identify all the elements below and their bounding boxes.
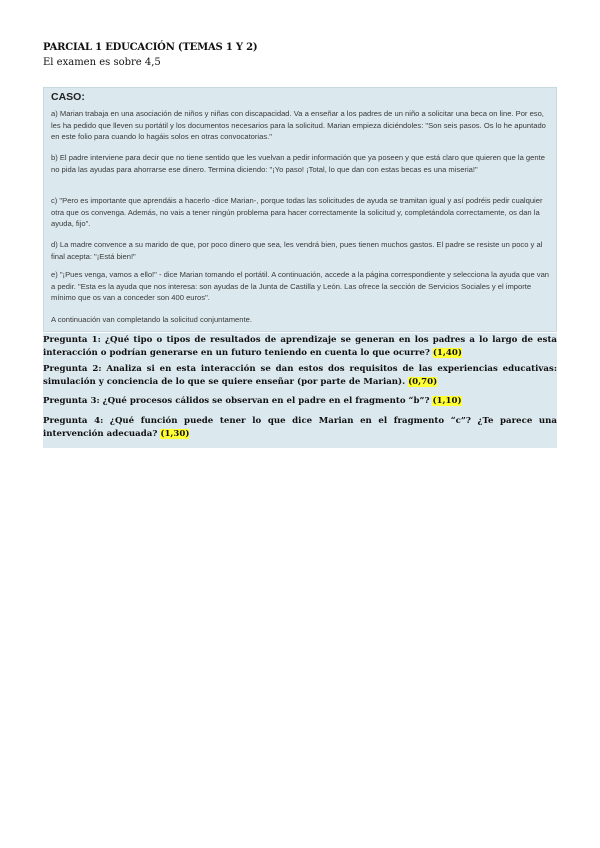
case-box [43, 87, 557, 332]
case-heading: CASO: [51, 91, 85, 103]
question-4 [43, 415, 557, 441]
question-2 [43, 363, 557, 389]
case-paragraph-e: e) "¡Pues venga, vamos a ello!" - dice Marian tomando el portátil. A continuación, accede a la página correspondiente y selecciona la ayuda que van a pedir. "Esta es la ayuda que nos interesa: son ayudas de la Junta de Castilla y León. Las ofrece la sección de Servicios Sociales y el importe mínimo que os van a conceder son 400 euros". [51, 270, 550, 302]
question-text: Pregunta 2: Analiza si en esta interacción se dan estos dos requisitos de las experiencias educativas: simulación y conciencia de lo que se quiere enseñar (por parte de Marian). [43, 364, 557, 387]
question-score: (1,30) [160, 429, 190, 439]
case-paragraph-d: d) La madre convence a su marido de que, por poco dinero que sea, les vendrá bien, pues tienen muchos gastos. El padre se resiste un poco y al final acepta: "¡Está bien!" [51, 240, 543, 261]
case-paragraph-closing: A continuación van completando la solicitud conjuntamente. [51, 315, 252, 324]
question-text: Pregunta 3: ¿Qué procesos cálidos se observan en el padre en el fragmento “b”? [43, 396, 430, 406]
question-score: (1,10) [432, 396, 462, 406]
case-paragraph-a: a) Marian trabaja en una asociación de niños y niñas con discapacidad. Va a enseñar a los padres de un niño a solicitar una beca on line. Por eso, les ha pedido que lleven su portátil y los documentos necesarios para la solicitud. Marian empieza diciéndoles: "Son seis pasos. Os lo he apuntado en este folio para cuando lo hagáis solos en otras convocatorias." [51, 109, 546, 141]
exam-title: PARCIAL 1 EDUCACIÓN (TEMAS 1 Y 2) [43, 42, 258, 53]
question-3 [43, 395, 557, 408]
question-text: Pregunta 4: ¿Qué función puede tener lo que dice Marian en el fragmento “c”? ¿Te parece una intervención adecuada? [43, 416, 557, 439]
questions-block [43, 333, 557, 448]
case-paragraph-b: b) El padre interviene para decir que no tiene sentido que les vuelvan a pedir información que ya poseen y que está claro que quieren que la gente no pida las ayudas para ahorrarse ese dinero. Termina diciendo: "¡Yo paso! ¡Total, lo que dan con estas becas es una miseria!" [51, 153, 545, 174]
question-score: (1,40) [432, 348, 462, 358]
exam-subtitle: El examen es sobre 4,5 [43, 57, 161, 68]
question-1 [43, 334, 557, 360]
question-text: Pregunta 1: ¿Qué tipo o tipos de resultados de aprendizaje se generan en los padres a lo largo de esta interacción o podrían generarse en un futuro teniendo en cuenta lo que ocurre? [43, 335, 557, 358]
question-score: (0,70) [408, 377, 438, 387]
case-paragraph-c: c) "Pero es importante que aprendáis a hacerlo -dice Marian-, porque todas las solicitudes de ayuda se tramitan igual y así podréis pedir cualquier otra que os convenga. Además, no vais a tener ningún problema para hacer correctamente la solicitud y, completándola correctamente, os dan la ayuda, fijo". [51, 196, 543, 228]
